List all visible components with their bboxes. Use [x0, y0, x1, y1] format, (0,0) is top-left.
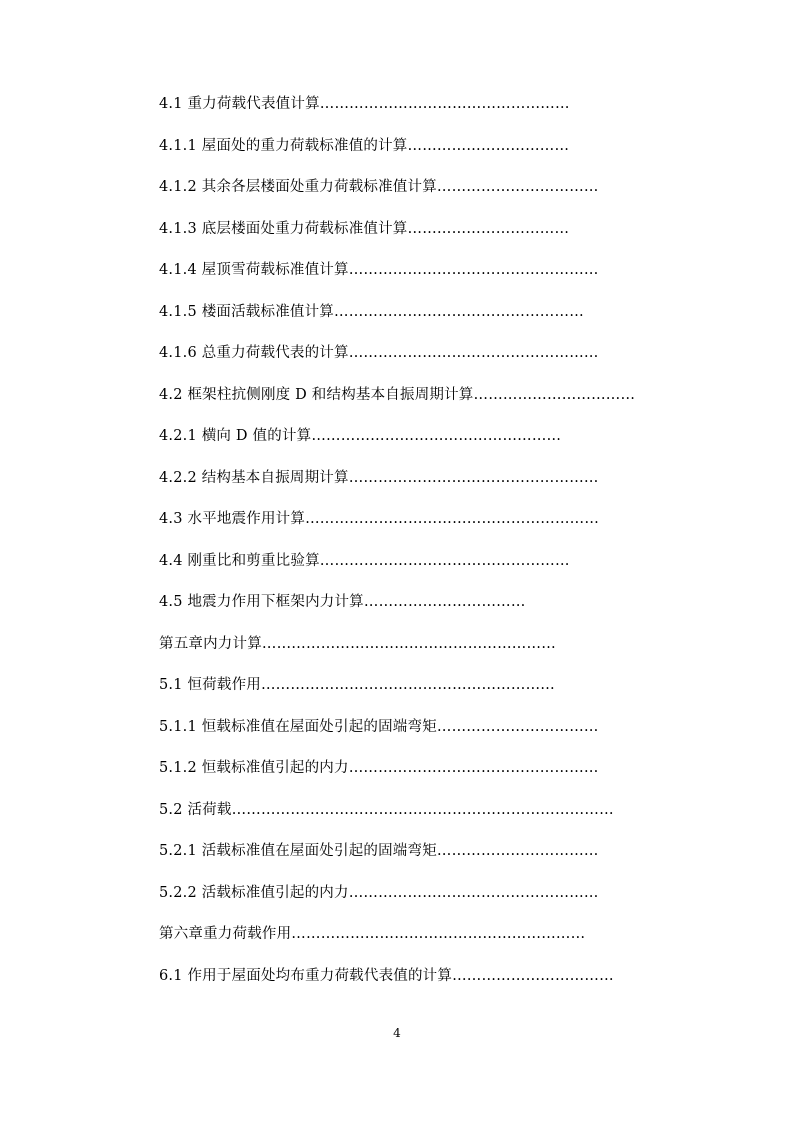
- toc-entry-chapter-6: 第六章重力荷载作用……………………………………………………: [159, 926, 586, 942]
- toc-entry-4-1-5: 4.1.5 楼面活载标准值计算……………………………………………: [159, 304, 584, 320]
- toc-entry-4-1-2: 4.1.2 其余各层楼面处重力荷载标准值计算……………………………: [159, 179, 599, 195]
- toc-entry-4-1-1: 4.1.1 屋面处的重力荷载标准值的计算……………………………: [159, 138, 570, 154]
- toc-entry-4-5: 4.5 地震力作用下框架内力计算……………………………: [159, 594, 526, 610]
- toc-entry-5-1-1: 5.1.1 恒载标准值在屋面处引起的固端弯矩……………………………: [159, 719, 599, 735]
- page-number: 4: [393, 1026, 401, 1040]
- toc-entry-4-2: 4.2 框架柱抗侧刚度 D 和结构基本自振周期计算……………………………: [159, 387, 636, 403]
- toc-entry-5-2-2: 5.2.2 活载标准值引起的内力……………………………………………: [159, 885, 599, 901]
- toc-entry-4-1: 4.1 重力荷载代表值计算……………………………………………: [159, 96, 570, 112]
- toc-entry-chapter-5: 第五章内力计算……………………………………………………: [159, 636, 556, 652]
- toc-entry-5-1-2: 5.1.2 恒载标准值引起的内力……………………………………………: [159, 760, 599, 776]
- toc-entry-5-2: 5.2 活荷载……………………………………………………………………: [159, 802, 614, 818]
- toc-entry-4-1-3: 4.1.3 底层楼面处重力荷载标准值计算……………………………: [159, 221, 570, 237]
- toc-entry-4-3: 4.3 水平地震作用计算……………………………………………………: [159, 511, 600, 527]
- toc-entry-4-2-2: 4.2.2 结构基本自振周期计算……………………………………………: [159, 470, 599, 486]
- toc-entry-4-1-6: 4.1.6 总重力荷载代表的计算……………………………………………: [159, 345, 599, 361]
- toc-entry-5-1: 5.1 恒荷载作用……………………………………………………: [159, 677, 555, 693]
- toc-entry-4-4: 4.4 刚重比和剪重比验算……………………………………………: [159, 553, 570, 569]
- toc-entry-4-1-4: 4.1.4 屋顶雪荷载标准值计算……………………………………………: [159, 262, 599, 278]
- toc-entry-4-2-1: 4.2.1 横向 D 值的计算……………………………………………: [159, 428, 562, 444]
- toc-entry-6-1: 6.1 作用于屋面处均布重力荷载代表值的计算……………………………: [159, 968, 614, 984]
- toc-entry-5-2-1: 5.2.1 活载标准值在屋面处引起的固端弯矩……………………………: [159, 843, 599, 859]
